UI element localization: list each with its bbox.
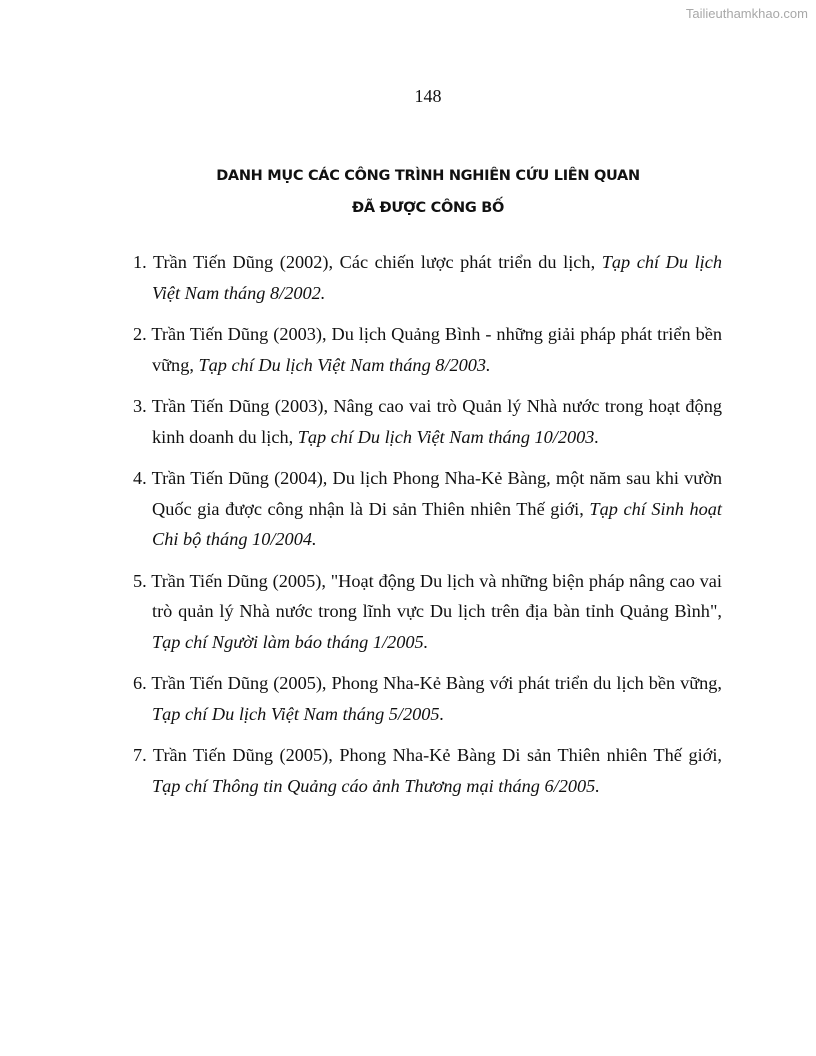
item-text: Trần Tiến Dũng (2005), "Hoạt động Du lịch và những biện pháp nâng cao vai trò quản lý Nhà nước trong lĩnh vực Du lịch trên địa bàn tỉnh Quảng Bình", <box>151 570 722 621</box>
item-number: 2. <box>133 324 147 344</box>
list-item <box>133 668 722 729</box>
list-item <box>133 319 722 380</box>
item-number: 7. <box>133 745 147 765</box>
item-number: 3. <box>133 396 147 416</box>
item-number: 1. <box>133 252 147 272</box>
item-journal: Tạp chí Sinh hoạt Chi bộ tháng 10/2004. <box>152 498 723 549</box>
publication-list <box>133 247 722 812</box>
page-title <box>0 160 816 224</box>
page-number: 148 <box>414 86 442 106</box>
watermark: Tailieuthamkhao.com <box>685 6 808 21</box>
list-item <box>133 740 722 801</box>
list-item <box>133 566 722 658</box>
item-text: Trần Tiến Dũng (2003), Nâng cao vai trò Quản lý Nhà nước trong hoạt động kinh doanh du lịch, <box>151 396 722 447</box>
title-line-1: DANH MỤC CÁC CÔNG TRÌNH NGHIÊN CỨU LIÊN QUAN <box>216 168 640 184</box>
title-line-2: ĐÃ ĐƯỢC CÔNG BỐ <box>352 200 504 216</box>
list-item <box>133 391 722 452</box>
item-text: Trần Tiến Dũng (2003), Du lịch Quảng Bình - những giải pháp phát triển bền vững, <box>151 324 722 375</box>
item-journal: Tạp chí Thông tin Quảng cáo ảnh Thương mại tháng 6/2005. <box>152 775 600 796</box>
item-journal: Tạp chí Người làm báo tháng 1/2005. <box>152 631 429 652</box>
item-number: 6. <box>133 673 147 693</box>
item-journal: Tạp chí Du lịch Việt Nam tháng 8/2002. <box>152 252 722 303</box>
list-item <box>133 463 722 555</box>
list-item <box>133 247 722 308</box>
item-text: Trần Tiến Dũng (2002), Các chiến lược phát triển du lịch, <box>152 252 602 272</box>
item-text: Trần Tiến Dũng (2004), Du lịch Phong Nha-Kẻ Bàng, một năm sau khi vườn Quốc gia được công nhận là Di sản Thiên nhiên Thế giới, <box>151 468 722 519</box>
item-text: Trần Tiến Dũng (2005), Phong Nha-Kẻ Bàng với phát triển du lịch bền vững, <box>151 673 722 693</box>
item-journal: Tạp chí Du lịch Việt Nam tháng 8/2003. <box>198 354 491 375</box>
item-journal: Tạp chí Du lịch Việt Nam tháng 10/2003. <box>297 426 600 447</box>
item-number: 4. <box>133 468 147 488</box>
item-journal: Tạp chí Du lịch Việt Nam tháng 5/2005. <box>152 703 445 724</box>
item-number: 5. <box>133 570 147 591</box>
item-text: Trần Tiến Dũng (2005), Phong Nha-Kẻ Bàng Di sản Thiên nhiên Thế giới, <box>152 745 722 765</box>
